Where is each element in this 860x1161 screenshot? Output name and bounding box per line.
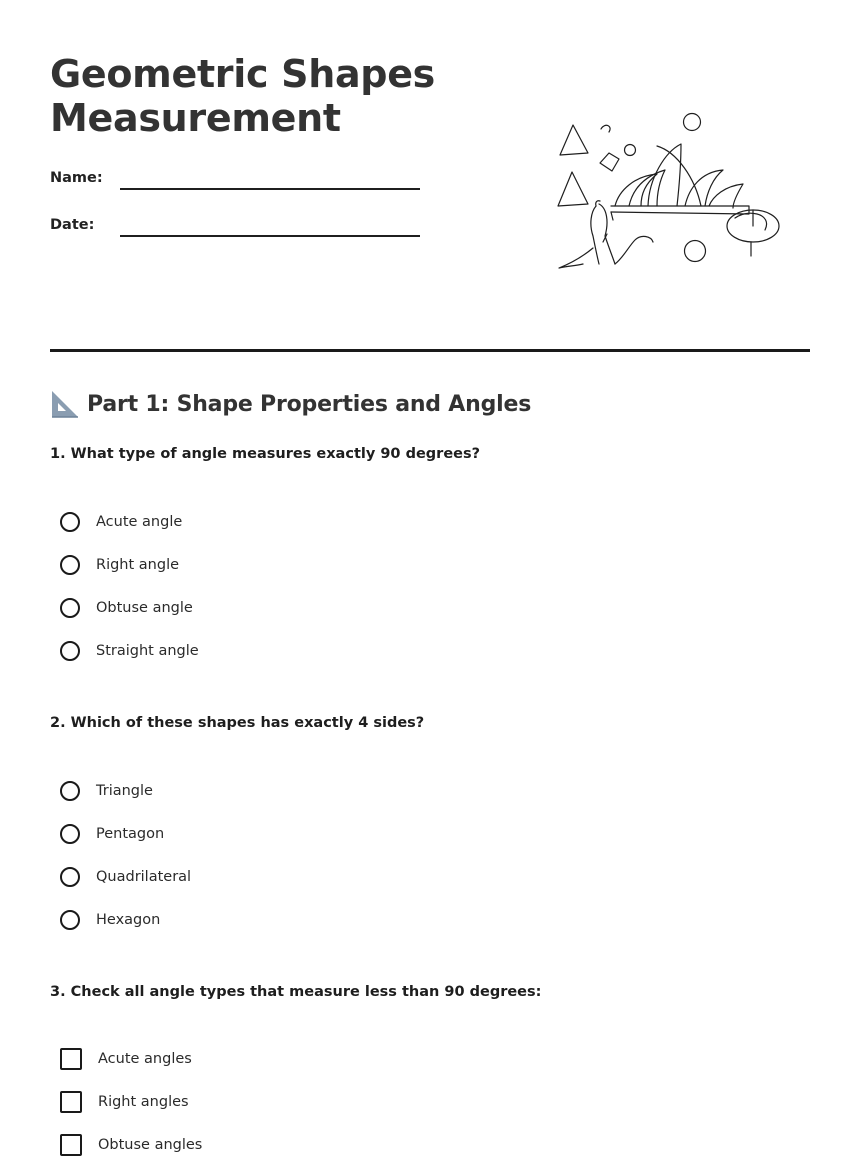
question-1-text: 1. What type of angle measures exactly 90 degrees?	[50, 446, 481, 462]
radio-button[interactable]	[60, 641, 80, 661]
option-label: Straight angle	[96, 643, 199, 659]
radio-button[interactable]	[60, 555, 80, 575]
name-line[interactable]	[120, 188, 420, 190]
option-label: Right angle	[96, 557, 180, 573]
set-square-icon	[50, 389, 80, 419]
option-triangle[interactable]	[60, 778, 153, 804]
checkbox[interactable]	[60, 1048, 82, 1070]
title-line-2: Measurement	[50, 96, 341, 140]
option-label: Acute angle	[96, 514, 183, 530]
section-1-heading	[50, 388, 531, 420]
option-obtuse-angle[interactable]	[60, 595, 193, 621]
option-hexagon[interactable]	[60, 907, 160, 933]
checkbox[interactable]	[60, 1091, 82, 1113]
radio-button[interactable]	[60, 512, 80, 532]
option-label: Obtuse angle	[96, 600, 193, 616]
option-label: Triangle	[96, 783, 153, 799]
date-line[interactable]	[120, 235, 420, 237]
name-label: Name:	[50, 170, 103, 186]
section-divider	[50, 349, 810, 352]
option-label: Pentagon	[96, 826, 165, 842]
shapes-and-opera-house-doodle-icon	[553, 108, 785, 276]
radio-button[interactable]	[60, 598, 80, 618]
radio-button[interactable]	[60, 781, 80, 801]
name-field[interactable]	[50, 160, 430, 190]
option-label: Right angles	[98, 1094, 189, 1110]
title-line-1: Geometric Shapes	[50, 52, 435, 96]
radio-button[interactable]	[60, 910, 80, 930]
option-right-angle[interactable]	[60, 552, 179, 578]
radio-button[interactable]	[60, 867, 80, 887]
date-label: Date:	[50, 217, 95, 233]
checkbox[interactable]	[60, 1134, 82, 1156]
worksheet-title	[50, 52, 435, 140]
date-field[interactable]	[50, 207, 430, 237]
option-acute-angles[interactable]	[60, 1046, 192, 1072]
worksheet-page	[50, 0, 810, 1161]
option-acute-angle[interactable]	[60, 509, 182, 535]
question-2-text: 2. Which of these shapes has exactly 4 sides?	[50, 715, 425, 731]
option-obtuse-angles[interactable]	[60, 1132, 202, 1158]
question-3-text: 3. Check all angle types that measure less than 90 degrees:	[50, 984, 542, 1000]
option-straight-angle[interactable]	[60, 638, 199, 664]
option-pentagon[interactable]	[60, 821, 164, 847]
section-1-title: Part 1: Shape Properties and Angles	[87, 391, 532, 417]
option-label: Acute angles	[98, 1051, 192, 1067]
option-label: Quadrilateral	[96, 869, 192, 885]
option-right-angles[interactable]	[60, 1089, 189, 1115]
option-quadrilateral[interactable]	[60, 864, 191, 890]
option-label: Obtuse angles	[98, 1137, 203, 1153]
option-label: Hexagon	[96, 912, 161, 928]
radio-button[interactable]	[60, 824, 80, 844]
